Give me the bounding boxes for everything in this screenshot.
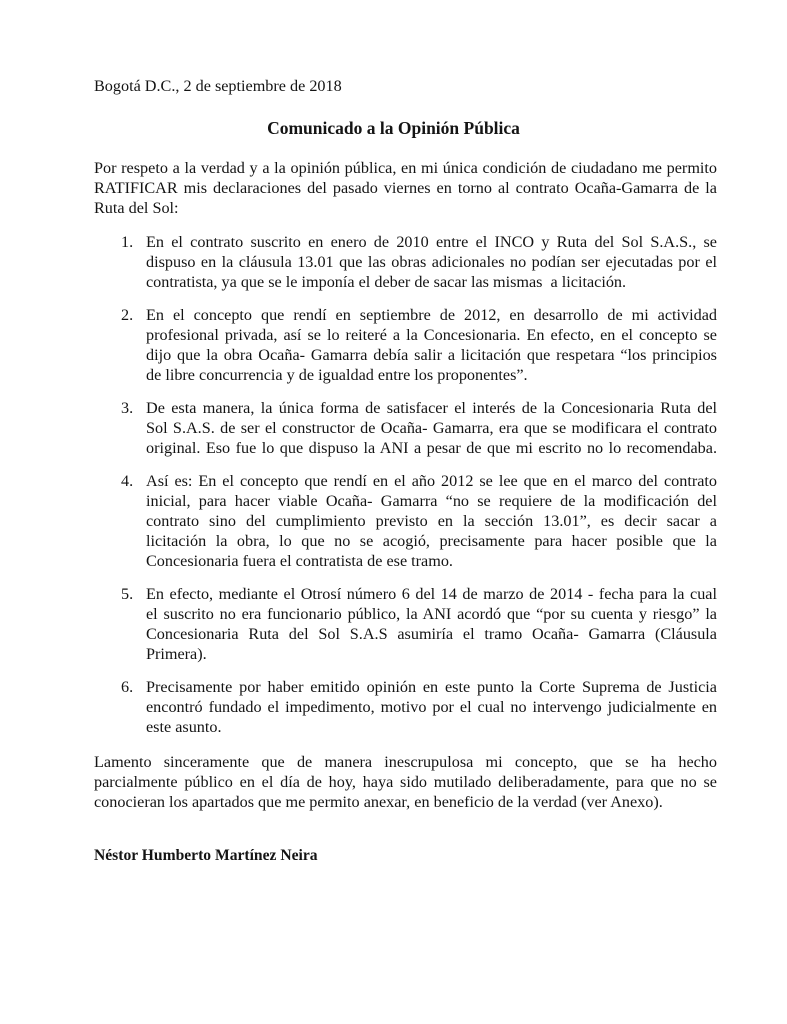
list-item-number: 3. xyxy=(121,399,134,417)
list-item-line: De esta manera, la única forma de satisfacer el interés de la Concesionaria Ruta del xyxy=(146,399,717,417)
list-item-number: 5. xyxy=(121,585,134,603)
list-item-line: original. Eso fue lo que dispuso la ANI a pesar de que mi escrito no lo recomendaba. xyxy=(146,439,717,457)
list-item-line: encontró fundado el impedimento, motivo por el cual no intervengo judicialmente en xyxy=(146,698,717,716)
intro-line: Ruta del Sol: xyxy=(94,199,179,217)
intro-line: Por respeto a la verdad y a la opinión pública, en mi única condición de ciudadano me permito xyxy=(94,159,717,177)
list-item-line: licitación la obra, lo que no se acogió, precisamente para hacer posible que la xyxy=(146,532,717,550)
document-title: Comunicado a la Opinión Pública xyxy=(267,118,520,138)
list-item-line: contrato sino del cumplimiento previsto en la sección 13.01”, es decir sacar a xyxy=(146,512,717,530)
list-item-number: 6. xyxy=(121,678,134,696)
list-item-line: Sol S.A.S. de ser el constructor de Ocaña- Gamarra, era que se modificara el contrato xyxy=(146,419,717,437)
closing-line: Lamento sinceramente que de manera inescrupulosa mi concepto, que se ha hecho xyxy=(94,753,717,771)
list-item-line: Así es: En el concepto que rendí en el año 2012 se lee que en el marco del contrato xyxy=(146,472,717,490)
list-item-line: el suscrito no era funcionario público, la ANI acordó que “por su cuenta y riesgo” la xyxy=(146,605,717,623)
list-item-line: Primera). xyxy=(146,645,207,663)
list-item-line: inicial, para hacer viable Ocaña- Gamarra “no se requiere de la modificación del xyxy=(146,492,717,510)
list-item-number: 2. xyxy=(121,306,134,324)
closing-line: conocieran los apartados que me permito anexar, en beneficio de la verdad (ver Anexo). xyxy=(94,793,663,811)
list-item-number: 1. xyxy=(121,233,134,251)
list-item-line: contratista, ya que se le imponía el deber de sacar las mismas a licitación. xyxy=(146,273,627,291)
intro-line: RATIFICAR mis declaraciones del pasado viernes en torno al contrato Ocaña-Gamarra de la xyxy=(94,179,717,197)
document-date: Bogotá D.C., 2 de septiembre de 2018 xyxy=(94,77,342,95)
closing-line: parcialmente público en el día de hoy, haya sido mutilado deliberadamente, para que no se xyxy=(94,773,717,791)
list-item-line: este asunto. xyxy=(146,718,222,736)
list-item-line: Concesionaria Ruta del Sol S.A.S asumiría el tramo Ocaña- Gamarra (Cláusula xyxy=(146,625,717,643)
signature: Néstor Humberto Martínez Neira xyxy=(94,847,318,864)
list-item-line: dijo que la obra Ocaña- Gamarra debía salir a licitación que respetara “los principios xyxy=(146,346,717,364)
list-item-line: de libre concurrencia y de igualdad entre los proponentes”. xyxy=(146,366,528,384)
list-item-number: 4. xyxy=(121,472,134,490)
list-item-line: En efecto, mediante el Otrosí número 6 del 14 de marzo de 2014 - fecha para la cual xyxy=(146,585,717,603)
list-item-line: Concesionaria fuera el contratista de ese tramo. xyxy=(146,552,453,570)
list-item-line: Precisamente por haber emitido opinión en este punto la Corte Suprema de Justicia xyxy=(146,678,717,696)
list-item-line: En el contrato suscrito en enero de 2010 entre el INCO y Ruta del Sol S.A.S., se xyxy=(146,233,717,251)
list-item-line: dispuso en la cláusula 13.01 que las obras adicionales no podían ser ejecutadas por el xyxy=(146,253,717,271)
list-item-line: profesional privada, así se lo reiteré a la Concesionaria. En efecto, en el concepto se xyxy=(146,326,717,344)
list-item-line: En el concepto que rendí en septiembre de 2012, en desarrollo de mi actividad xyxy=(146,306,717,324)
